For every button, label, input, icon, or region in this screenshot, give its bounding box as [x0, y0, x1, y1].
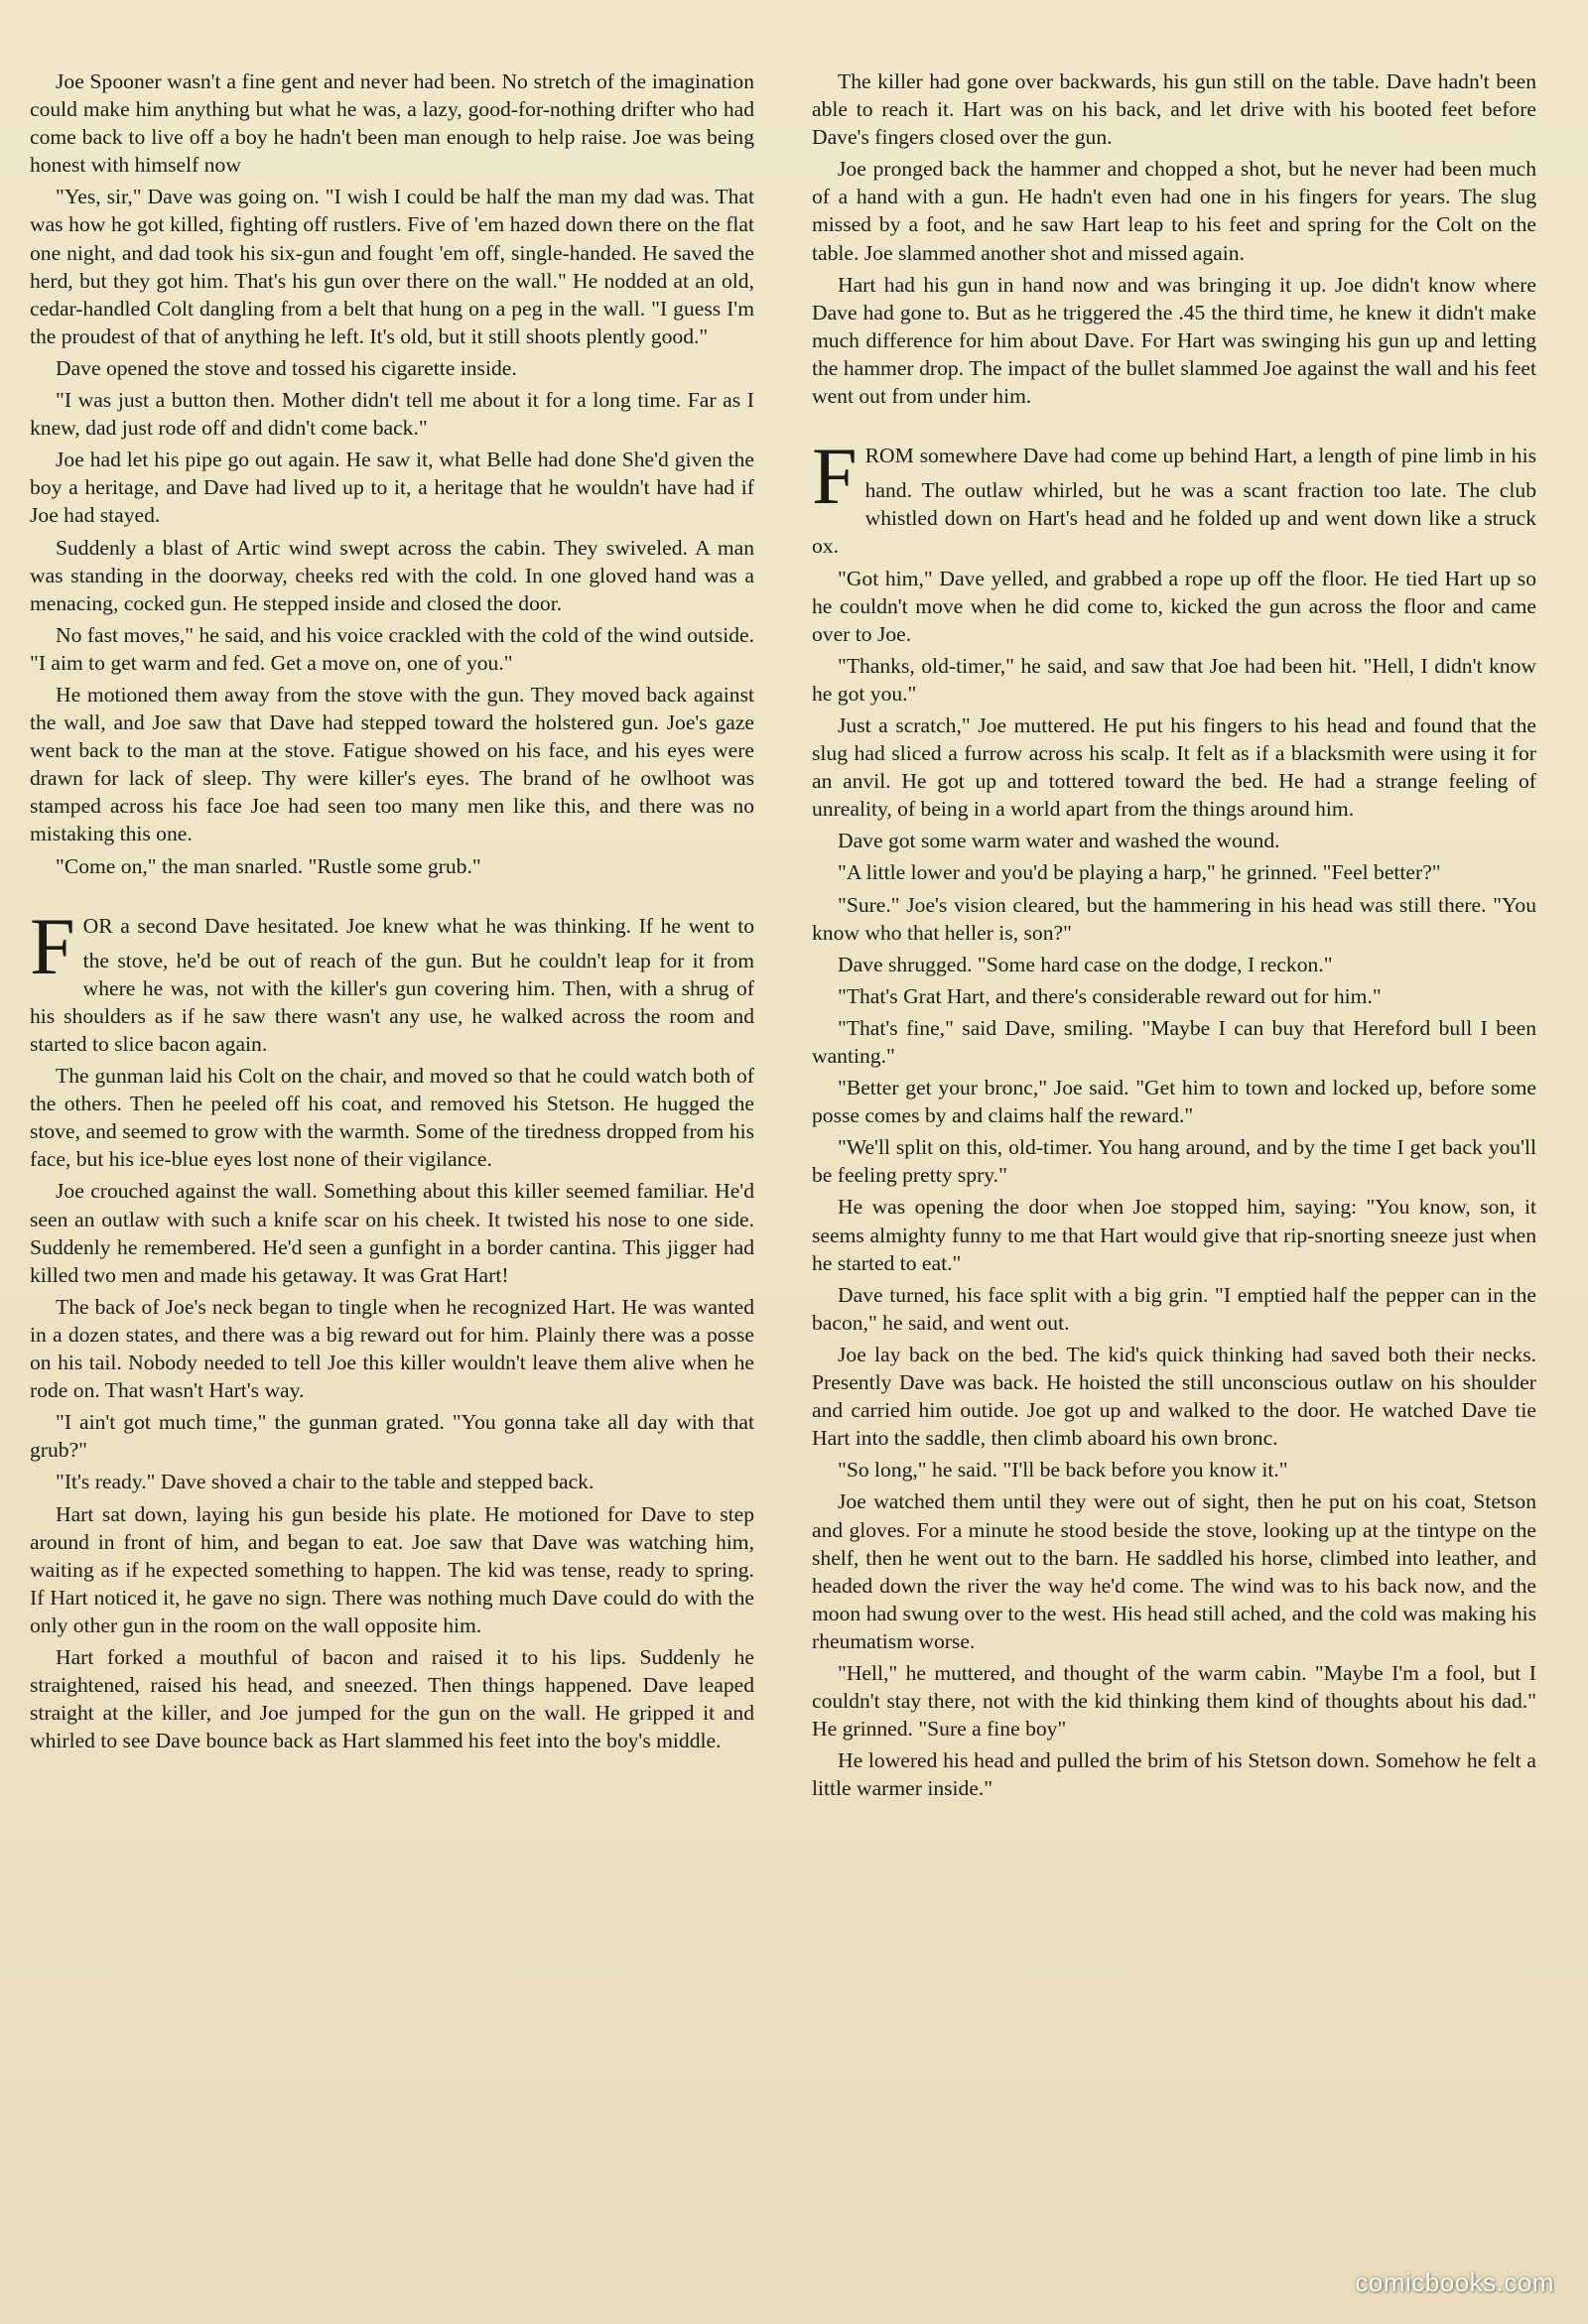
paragraph: Joe had let his pipe go out again. He saw it, what Belle had done She'd given the boy a heritage, and Dave had lived up to it, a heritage that he wouldn't have had if Joe had stayed.	[30, 448, 754, 528]
right-text-column	[812, 67, 1536, 1802]
paragraph: "That's fine," said Dave, smiling. "Maybe I can buy that Hereford bull I been wanting."	[812, 1015, 1536, 1068]
paragraph: Dave got some warm water and washed the wound.	[838, 829, 1280, 853]
paragraph: Dave opened the stove and tossed his cigarette inside.	[56, 355, 517, 380]
paragraph: Joe lay back on the bed. The kid's quick thinking had saved both their necks. Presently Dave was back. He hoisted the still unconscious outlaw on his shoulder and carried him outide. Joe got up and walked to the door. He watched Dave tie Hart into the saddle, then climb aboard his own bronc.	[812, 1342, 1536, 1451]
paragraph: Dave turned, his face split with a big grin. "I emptied half the pepper can in the bacon," he said, and went out.	[812, 1282, 1536, 1335]
paragraph: "Got him," Dave yelled, and grabbed a rope up off the floor. He tied Hart up so he couldn't move when he did come to, kicked the gun across the floor and came over to Joe.	[812, 566, 1536, 646]
paragraph: No fast moves," he said, and his voice crackled with the cold of the wind outside. "I aim to get warm and fed. Get a move on, one of you."	[30, 622, 754, 675]
paragraph: "Better get your bronc," Joe said. "Get him to town and locked up, before some posse comes by and claims half the reward."	[812, 1076, 1536, 1128]
paragraph: Just a scratch," Joe muttered. He put his fingers to his head and found that the slug had sliced a furrow across his scalp. It felt as if a blacksmith were using it for an anvil. He got up and tottered toward the bed. He had a strange feeling of unreality, of being in a world apart from the things around him.	[812, 712, 1536, 822]
paragraph: "Thanks, old-timer," he said, and saw that Joe had been hit. "Hell, I didn't know he got you."	[812, 653, 1536, 706]
paragraph: He motioned them away from the stove with the gun. They moved back against the wall, and Joe saw that Dave had stepped toward the holstered gun. Joe's gaze went back to the man at the stove. Fatigue showed on his face, and his eyes were drawn for lack of sleep. Thy were killer's eyes. The brand of he owlhoot was stamped across his face Joe had seen too many men like this, and there was no mistaking this one.	[30, 682, 754, 846]
paragraph: Suddenly a blast of Artic wind swept across the cabin. They swiveled. A man was standing in the doorway, cheeks red with the cold. In one gloved hand was a menacing, cocked gun. He stepped inside and closed the door.	[30, 535, 754, 615]
paragraph: The gunman laid his Colt on the chair, and moved so that he could watch both of the others. Then he peeled off his coat, and removed his Stetson. He hugged the stove, and seemed to grow with the warmth. Some of the tiredness dropped from his face, but his ice-blue eyes lost none of their vigilance.	[30, 1064, 754, 1172]
paragraph: He was opening the door when Joe stopped him, saying: "You know, son, it seems almighty funny to me that Hart would give that rip-snorting sneeze just when he started to eat."	[812, 1195, 1536, 1275]
paragraph: The killer had gone over backwards, his gun still on the table. Dave hadn't been able to reach it. Hart was on his back, and let drive with his booted feet before Dave's fingers closed over the gun.	[812, 69, 1536, 150]
paragraph: "It's ready." Dave shoved a chair to the table and stepped back.	[56, 1470, 595, 1494]
paragraph: Dave shrugged. "Some hard case on the dodge, I reckon."	[838, 952, 1333, 976]
paragraph: Joe watched them until they were out of sight, then he put on his coat, Stetson and gloves. For a minute he stood beside the stove, looking up at the tintype on the shelf, then he went out to the barn. He saddled his horse, climbed into leather, and headed down the river the way he'd come. The wind was to his back now, and the moon had swung over to the west. His head still ached, and the cold was making his rheumatism worse.	[812, 1489, 1536, 1653]
paragraph: "So long," he said. "I'll be back before you know it."	[838, 1458, 1288, 1483]
paragraph: "Come on," the man snarled. "Rustle some grub."	[56, 853, 481, 878]
paragraph: Hart had his gun in hand now and was bringing it up. Joe didn't know where Dave had gone to. But as he triggered the .45 the third time, he knew it didn't make much difference for him about Dave. For Hart was swinging his gun up and letting the hammer drop. The impact of the bullet slammed Joe against the wall and his feet went out from under him.	[812, 272, 1536, 409]
drop-cap-letter: F	[812, 431, 858, 522]
paragraph: "We'll split on this, old-timer. You hang around, and by the time I get back you'll be feeling pretty spry."	[812, 1135, 1536, 1188]
paragraph: "Sure." Joe's vision cleared, but the hammering in his head was still there. "You know who that heller is, son?"	[812, 892, 1536, 945]
drop-cap-paragraph: F FROM somewhere Dave had come up behind Hart, a length of pine limb in his hand. The outlaw whirled, but he was a scant fraction too late. The club whistled down on Hart's head and he folded up and went down like a struck ox.	[812, 431, 1536, 559]
paragraph: Joe crouched against the wall. Something about this killer seemed familiar. He'd seen an outlaw with such a knife scar on his cheek. It twisted his nose to one side. Suddenly he remembered. He'd seen a gunfight in a border cantina. This jigger had killed two men and made his getaway. It was Grat Hart!	[30, 1179, 754, 1287]
left-text-column	[30, 67, 754, 1754]
paragraph: Joe pronged back the hammer and chopped a shot, but he never had been much of a hand with a gun. He hadn't even had one in his fingers for years. The slug missed by a foot, and he saw Hart leap to his feet and spring for the Colt on the table. Joe slammed another shot and missed again.	[812, 157, 1536, 265]
paragraph: He lowered his head and pulled the brim of his Stetson down. Somehow he felt a little warmer inside."	[812, 1748, 1536, 1801]
drop-cap-paragraph: F FOR a second Dave hesitated. Joe knew what he was thinking. If he went to the stove, he'd be out of reach of the gun. But he couldn't leap for it from where he was, not with the killer's gun covering him. Then, with a shrug of his shoulders as if he saw there wasn't any use, he walked across the room and started to slice bacon again.	[30, 900, 754, 1056]
paragraph: Hart forked a mouthful of bacon and raised it to his lips. Suddenly he straightened, raised his head, and sneezed. Then things happened. Dave leaped straight at the killer, and Joe jumped for the gun on the wall. He gripped it and whirled to see Dave bounce back as Hart slammed his feet into the boy's middle.	[30, 1644, 754, 1753]
paragraph: "A little lower and you'd be playing a harp," he grinned. "Feel better?"	[838, 860, 1441, 885]
paragraph: "I was just a button then. Mother didn't tell me about it for a long time. Far as I knew, dad just rode off and didn't come back."	[30, 388, 754, 441]
paragraph: Hart sat down, laying his gun beside his plate. He motioned for Dave to step around in front of him, and began to eat. Joe saw that Dave was watching him, waiting as if he expected something to happen. The kid was tense, ready to spring. If Hart noticed it, he gave no sign. There was nothing much Dave could do with the only other gun in the room on the wall opposite him.	[30, 1501, 754, 1637]
paragraph: Joe Spooner wasn't a fine gent and never had been. No stretch of the imagination could make him anything but what he was, a lazy, good-for-nothing drifter who had come back to live off a boy he hadn't been man enough to help raise. Joe was being honest with himself now	[30, 69, 754, 178]
paragraph: "That's Grat Hart, and there's considerable reward out for him."	[838, 983, 1382, 1008]
drop-cap-letter: F	[30, 900, 75, 991]
paragraph: "Yes, sir," Dave was going on. "I wish I could be half the man my dad was. That was how he got killed, fighting off rustlers. Five of 'em hazed down there on the flat one night, and dad took his six-gun and fought 'em off, single-handed. He saved the herd, but they got him. That's his gun over there on the wall." He nodded at an old, cedar-handled Colt dangling from a belt that hung on a peg in the wall. "I guess I'm the proudest of that of anything he left. It's old, but it still shoots plently good."	[30, 185, 754, 348]
paragraph: "Hell," he muttered, and thought of the warm cabin. "Maybe I'm a fool, but I couldn't stay there, not with the kid thinking them kind of thoughts about his dad." He grinned. "Sure a fine boy"	[812, 1660, 1536, 1742]
site-watermark: comicbooks.com	[1355, 2267, 1554, 2297]
paragraph: "I ain't got much time," the gunman grated. "You gonna take all day with that grub?"	[30, 1410, 754, 1463]
paragraph: The back of Joe's neck began to tingle when he recognized Hart. He was wanted in a dozen states, and there was a big reward out for him. Plainly there was a posse on his tail. Nobody needed to tell Joe this killer wouldn't leave them alive when he rode on. That wasn't Hart's way.	[30, 1294, 754, 1403]
